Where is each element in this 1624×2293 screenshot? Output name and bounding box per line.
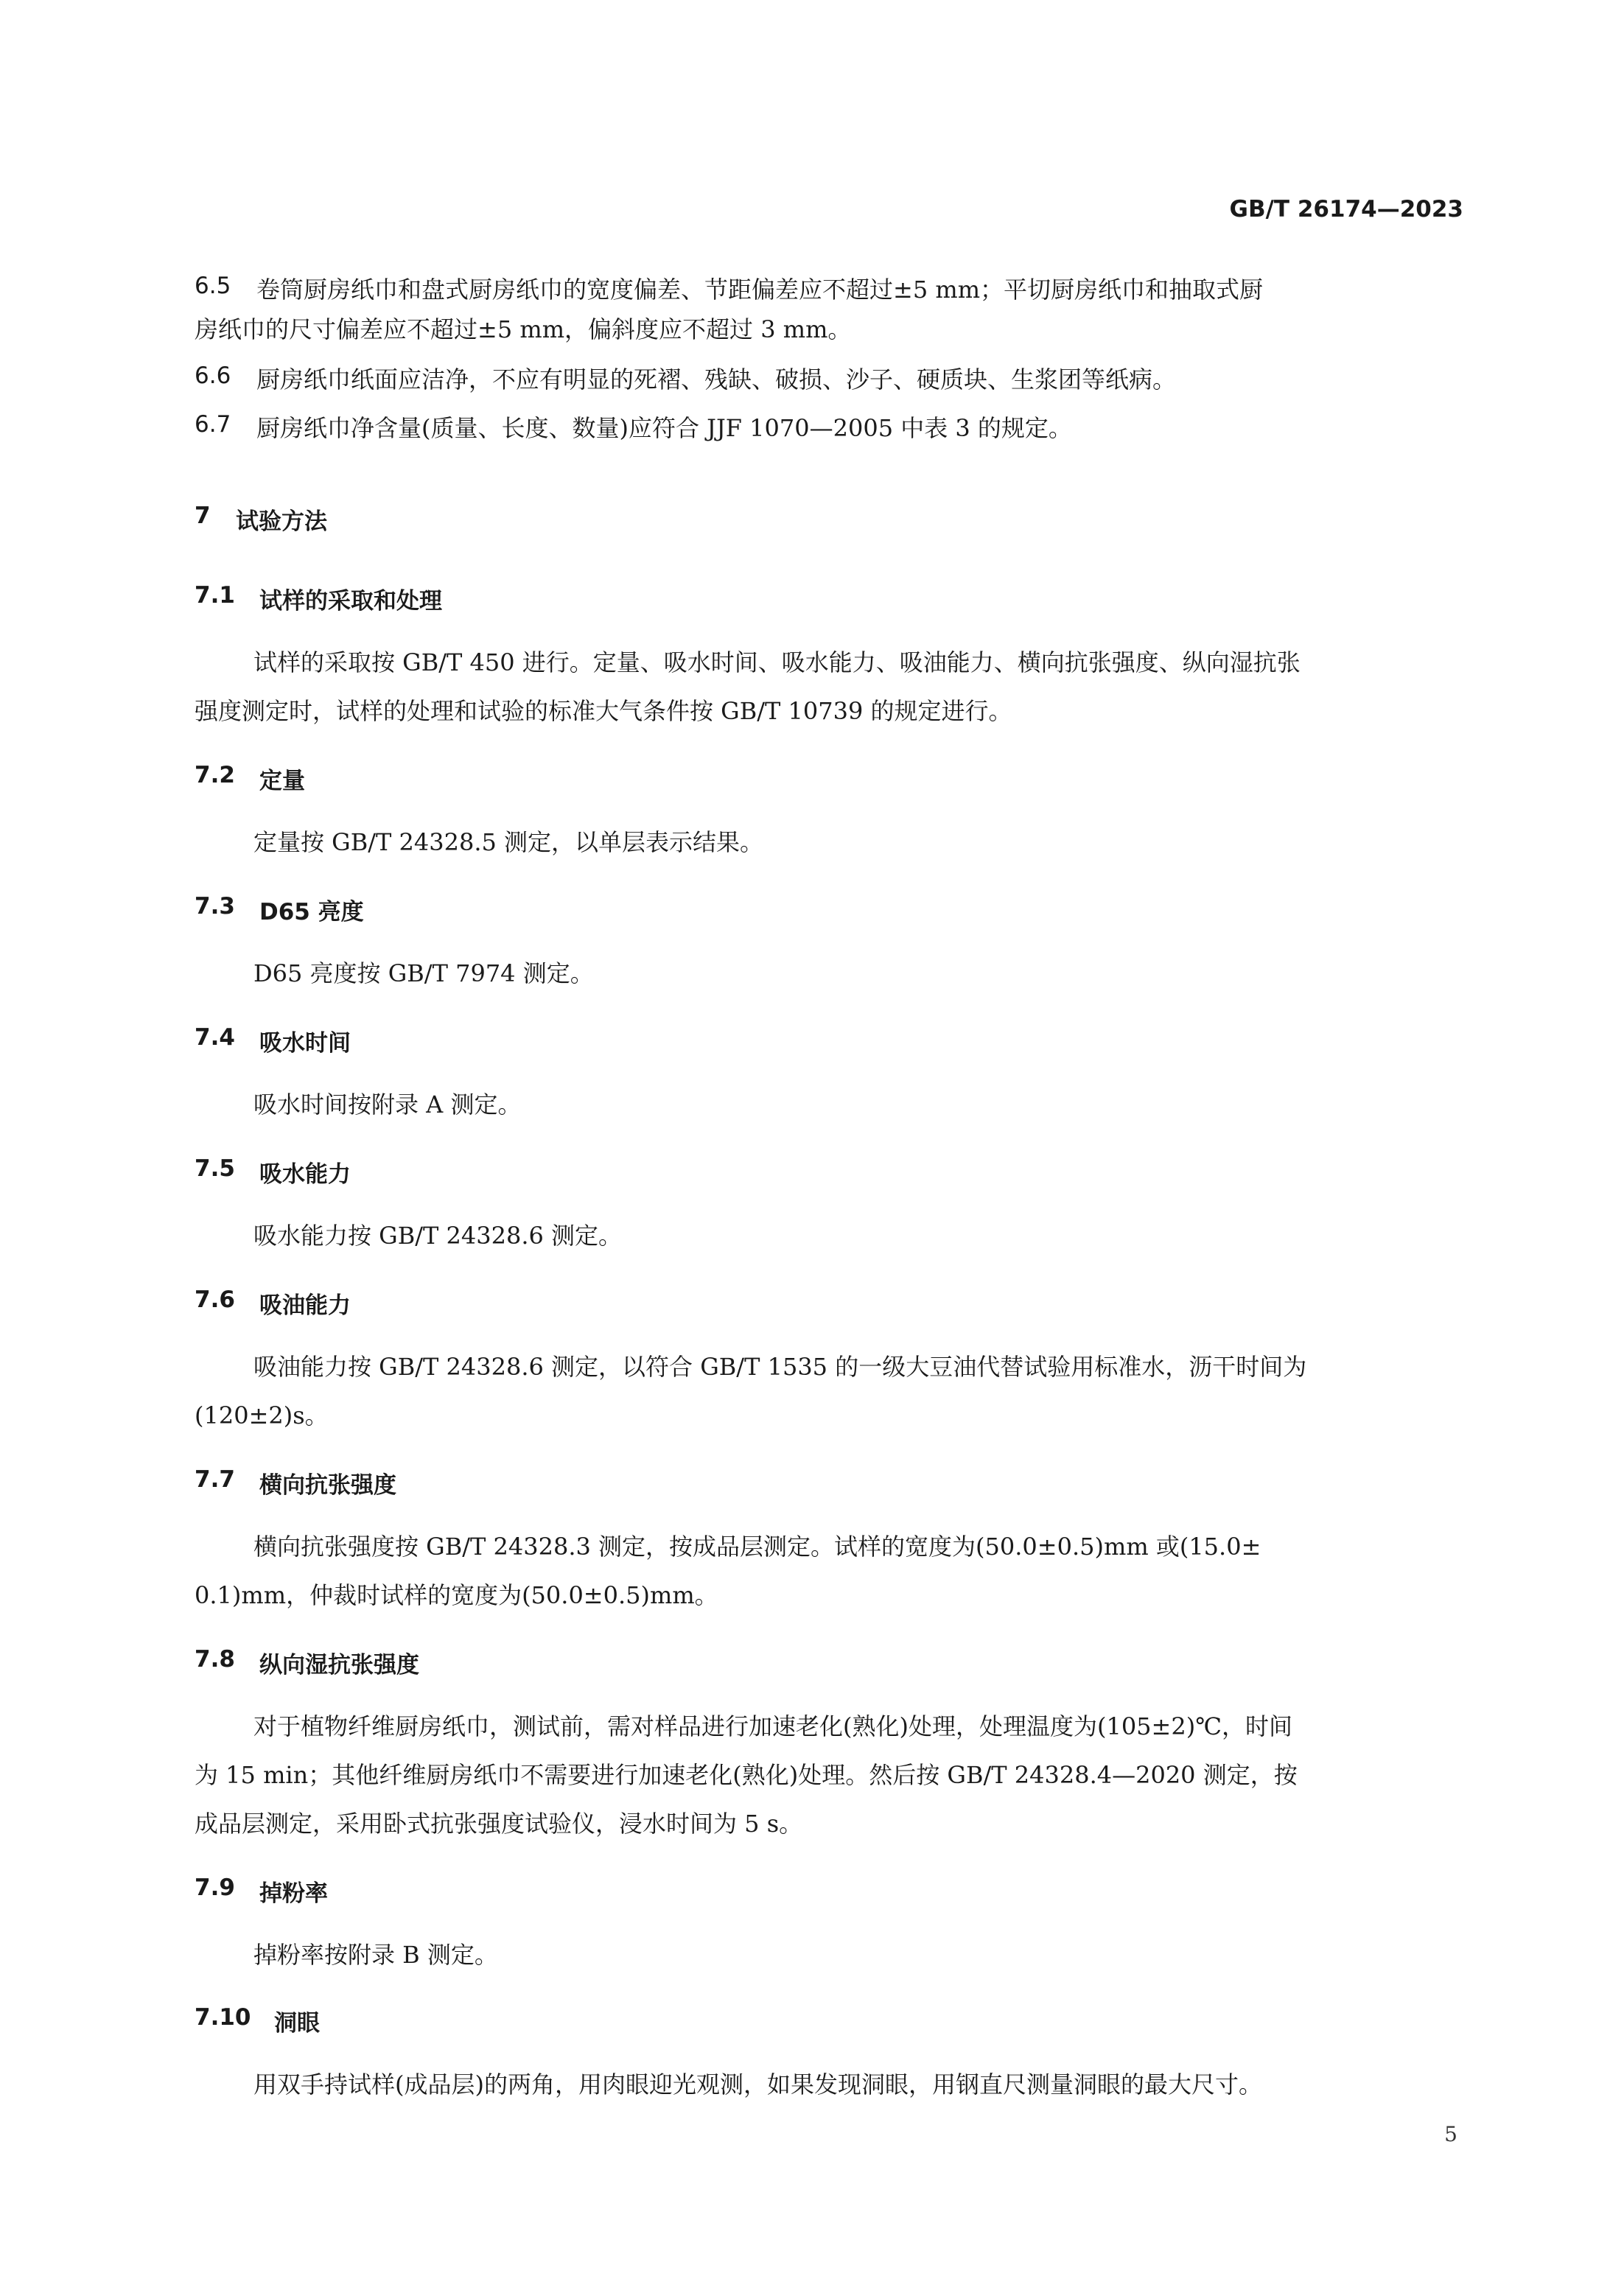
clause-7-2-title: 定量 bbox=[259, 768, 305, 794]
clause-7-6-number: 7.6 bbox=[195, 1286, 235, 1313]
clause-7-8-line-1: 对于植物纤维厨房纸巾，测试前，需对样品进行加速老化(熟化)处理，处理温度为(105±2)℃，时间 bbox=[253, 1712, 1292, 1740]
clause-7-5-title: 吸水能力 bbox=[259, 1161, 351, 1188]
clause-7-2-text: 定量按 GB/T 24328.5 测定，以单层表示结果。 bbox=[253, 828, 764, 856]
clause-7-8-line-3: 成品层测定，采用卧式抗张强度试验仪，浸水时间为 5 s。 bbox=[195, 1810, 803, 1838]
clause-7-3-text: D65 亮度按 GB/T 7974 测定。 bbox=[253, 959, 594, 987]
clause-7-1-line-2: 强度测定时，试样的处理和试验的标准大气条件按 GB/T 10739 的规定进行。 bbox=[195, 697, 1012, 725]
clause-7-8-number: 7.8 bbox=[195, 1646, 235, 1673]
clause-6-5-line-1: 卷筒厨房纸巾和盘式厨房纸巾的宽度偏差、节距偏差应不超过±5 mm；平切厨房纸巾和抽取式厨 bbox=[256, 276, 1264, 304]
clause-7-1-number: 7.1 bbox=[195, 582, 235, 609]
clause-7-6-line-1: 吸油能力按 GB/T 24328.6 测定，以符合 GB/T 1535 的一级大豆油代替试验用标准水，沥干时间为 bbox=[253, 1353, 1307, 1381]
section-7-number: 7 bbox=[195, 503, 211, 529]
clause-7-8-line-2: 为 15 min；其他纤维厨房纸巾不需要进行加速老化(熟化)处理。然后按 GB/T 24328.4—2020 测定，按 bbox=[195, 1761, 1298, 1789]
clause-7-2-number: 7.2 bbox=[195, 762, 235, 788]
clause-7-10-text: 用双手持试样(成品层)的两角，用肉眼迎光观测，如果发现洞眼，用钢直尺测量洞眼的最大尺寸。 bbox=[253, 2070, 1262, 2098]
clause-7-7-line-1: 横向抗张强度按 GB/T 24328.3 测定，按成品层测定。试样的宽度为(50.0±0.5)mm 或(15.0± bbox=[253, 1533, 1261, 1561]
clause-7-1-line-1: 试样的采取按 GB/T 450 进行。定量、吸水时间、吸水能力、吸油能力、横向抗张强度、纵向湿抗张 bbox=[253, 648, 1301, 676]
clause-7-5-text: 吸水能力按 GB/T 24328.6 测定。 bbox=[253, 1222, 623, 1250]
clause-7-6-title: 吸油能力 bbox=[259, 1292, 351, 1319]
clause-7-10-title: 洞眼 bbox=[274, 2010, 320, 2037]
clause-6-7-number: 6.7 bbox=[195, 411, 231, 438]
clause-7-1-title: 试样的采取和处理 bbox=[259, 588, 442, 615]
clause-7-4-title: 吸水时间 bbox=[259, 1030, 351, 1057]
clause-6-5-line-2: 房纸巾的尺寸偏差应不超过±5 mm，偏斜度应不超过 3 mm。 bbox=[195, 315, 852, 343]
clause-6-7-text: 厨房纸巾净含量(质量、长度、数量)应符合 JJF 1070—2005 中表 3 的规定。 bbox=[256, 414, 1072, 442]
clause-7-4-text: 吸水时间按附录 A 测定。 bbox=[253, 1091, 522, 1119]
clause-7-6-line-2: (120±2)s。 bbox=[195, 1401, 329, 1429]
clause-7-9-number: 7.9 bbox=[195, 1874, 235, 1901]
clause-7-8-title: 纵向湿抗张强度 bbox=[259, 1652, 419, 1678]
clause-7-7-line-2: 0.1)mm，仲裁时试样的宽度为(50.0±0.5)mm。 bbox=[195, 1581, 718, 1609]
clause-7-5-number: 7.5 bbox=[195, 1155, 235, 1182]
standard-code-header: GB/T 26174—2023 bbox=[1229, 196, 1463, 223]
clause-7-3-title: D65 亮度 bbox=[259, 899, 364, 925]
clause-7-7-title: 横向抗张强度 bbox=[259, 1472, 396, 1499]
clause-7-10-number: 7.10 bbox=[195, 2004, 251, 2031]
clause-7-7-number: 7.7 bbox=[195, 1466, 235, 1493]
clause-7-4-number: 7.4 bbox=[195, 1024, 235, 1051]
clause-6-6-text: 厨房纸巾纸面应洁净，不应有明显的死褶、残缺、破损、沙子、硬质块、生浆团等纸病。 bbox=[256, 365, 1177, 393]
clause-7-9-title: 掉粉率 bbox=[259, 1880, 328, 1907]
page-number: 5 bbox=[1444, 2122, 1457, 2146]
section-7-title: 试验方法 bbox=[236, 508, 327, 535]
clause-6-6-number: 6.6 bbox=[195, 363, 231, 389]
clause-7-3-number: 7.3 bbox=[195, 893, 235, 920]
clause-6-5-number: 6.5 bbox=[195, 273, 231, 299]
clause-7-9-text: 掉粉率按附录 B 测定。 bbox=[253, 1941, 498, 1969]
